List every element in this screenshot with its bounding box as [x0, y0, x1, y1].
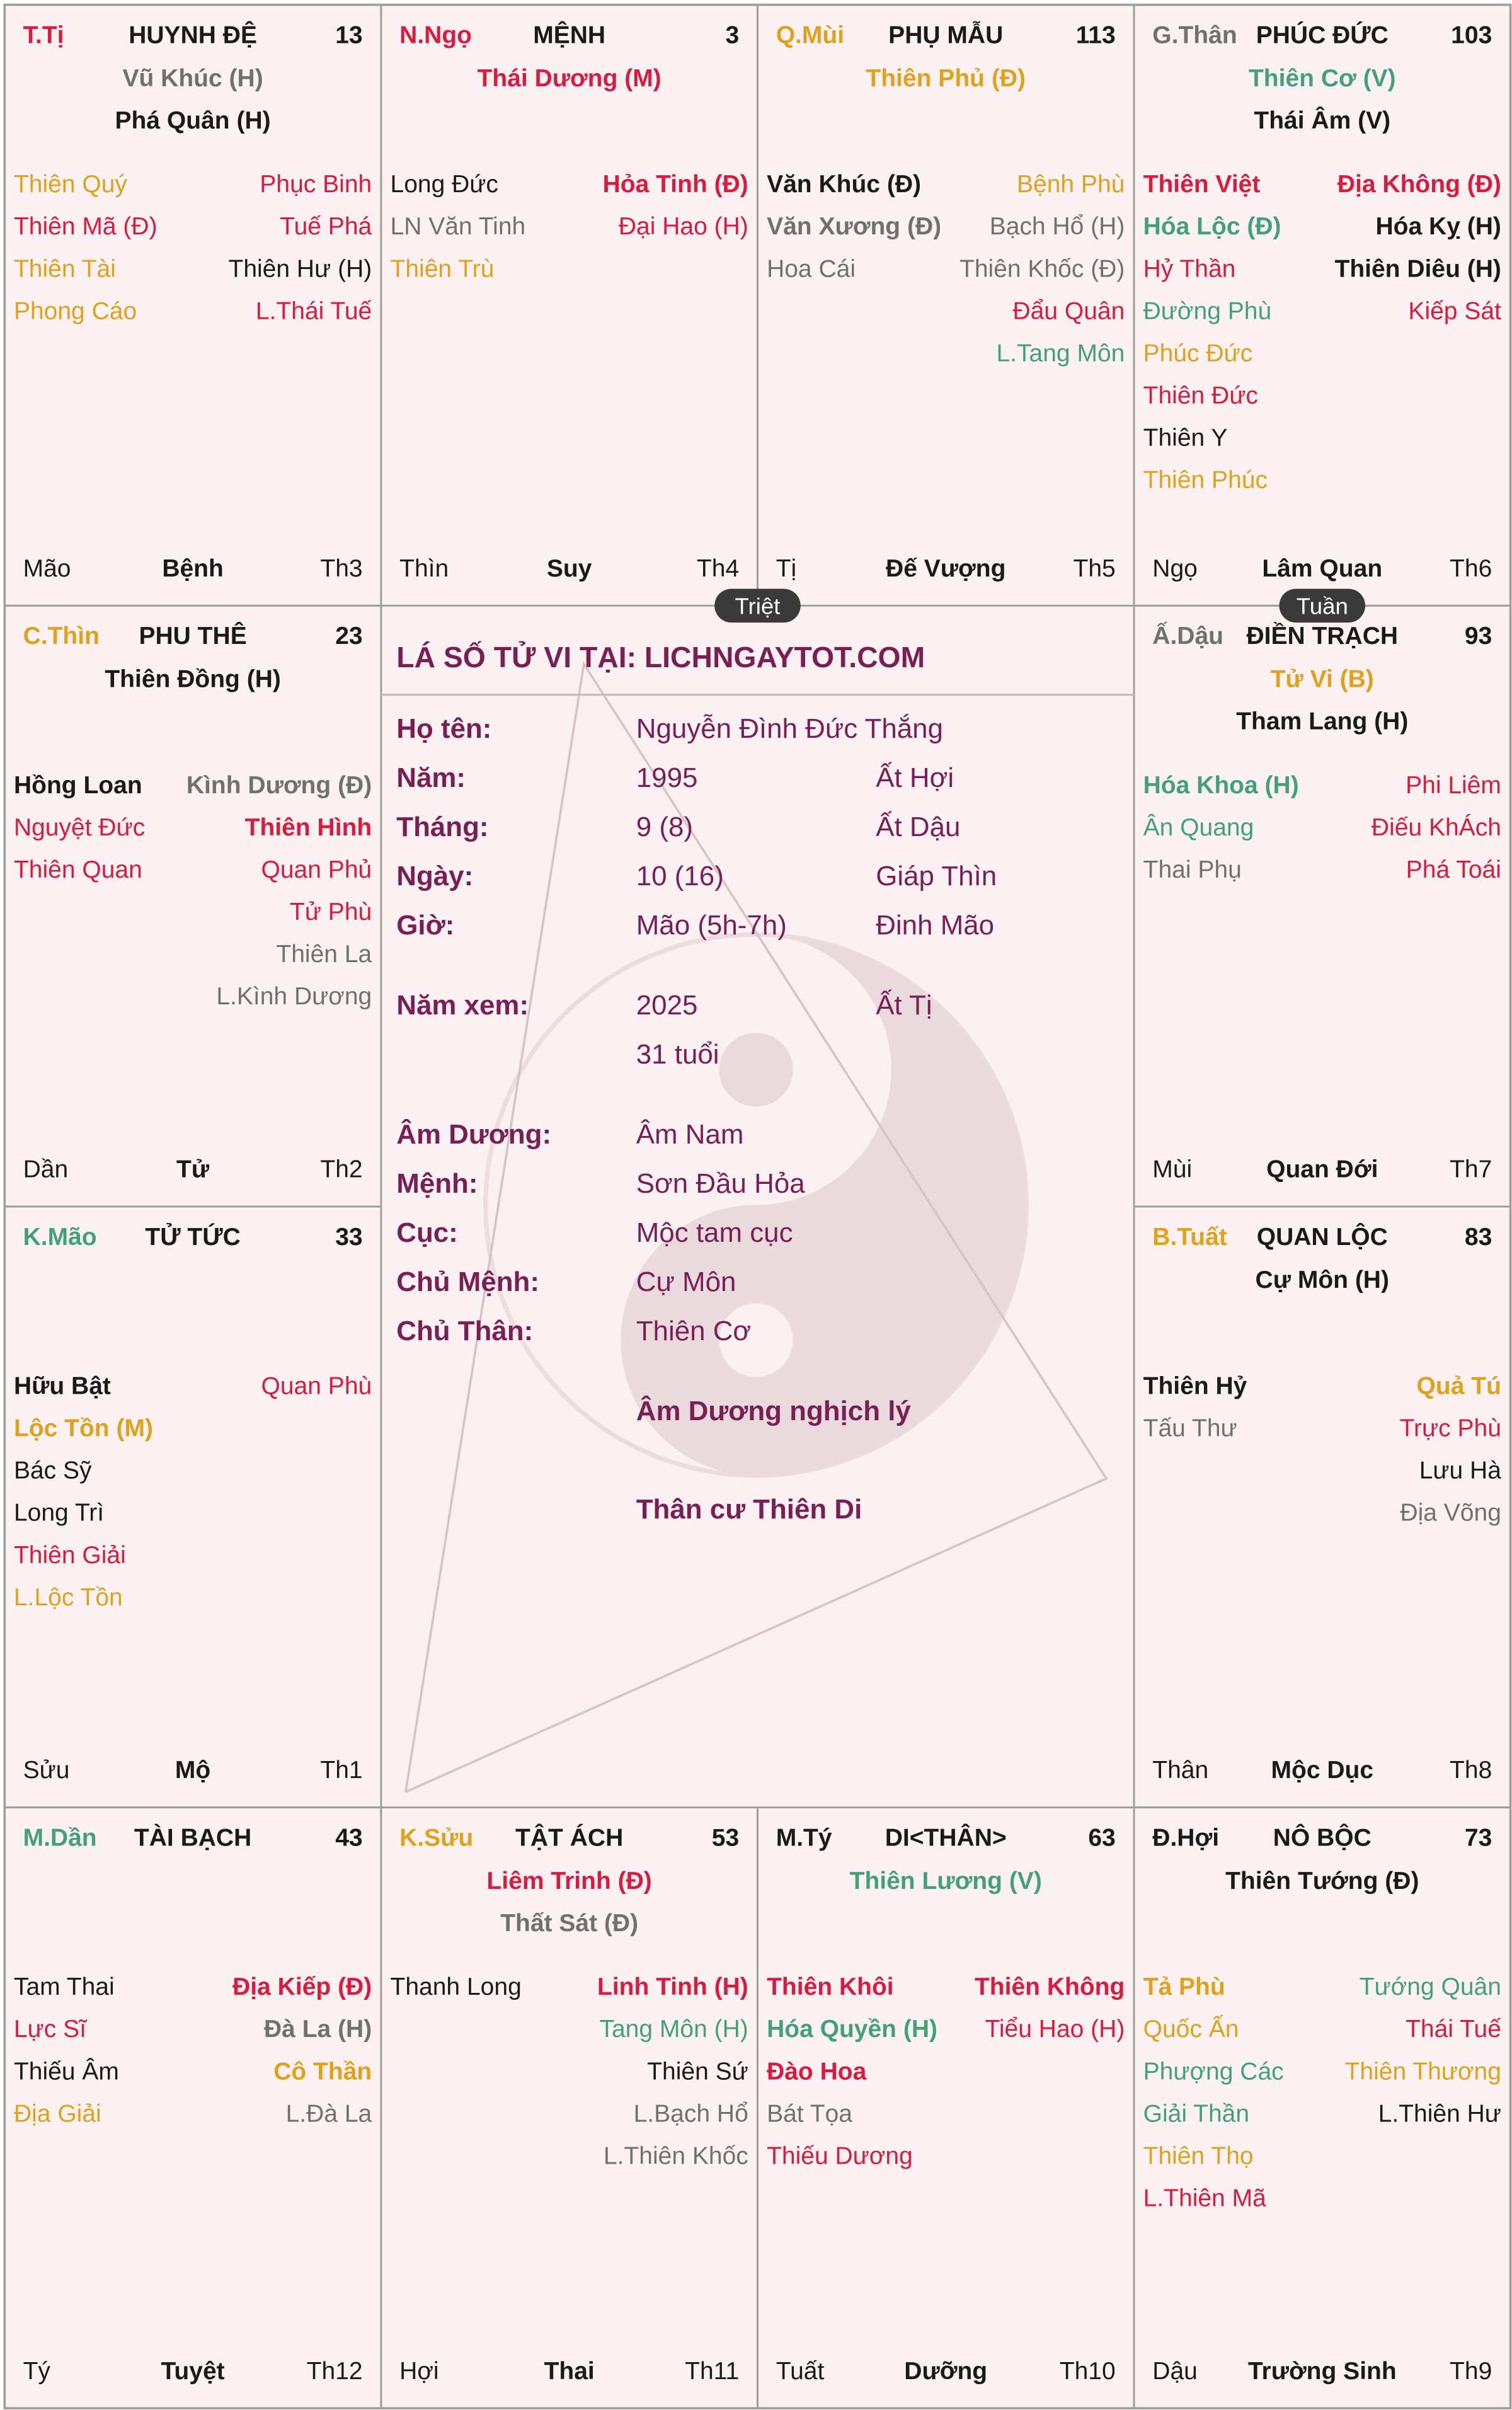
- palace-stage: Suy: [546, 554, 592, 582]
- info-label: Mệnh:: [396, 1168, 478, 1199]
- palace-number: 93: [1464, 623, 1492, 650]
- palace-stage: Lâm Quan: [1262, 554, 1383, 582]
- palace-stage: Trường Sinh: [1247, 2357, 1397, 2385]
- minor-star-left: Giải Thần: [1143, 2100, 1250, 2128]
- info-value: Thiên Cơ: [636, 1316, 752, 1347]
- info-label: Âm Dương:: [396, 1118, 552, 1150]
- main-star: Thái Âm (V): [1254, 106, 1391, 134]
- minor-star-right: Thiên La: [276, 941, 372, 968]
- minor-star-left: Phong Cáo: [13, 297, 137, 325]
- palace-stage: Quan Đới: [1266, 1156, 1378, 1183]
- minor-star-left: Thiếu Dương: [767, 2142, 913, 2170]
- palace-limit: Th5: [1073, 554, 1116, 582]
- center-note: Âm Dương nghịch lý: [636, 1395, 911, 1426]
- minor-star-left: L.Thiên Mã: [1143, 2184, 1266, 2212]
- palace-stage: Mộ: [175, 1757, 211, 1784]
- palace-name: PHỤ MẪU: [888, 21, 1004, 49]
- minor-star-right: Thiên Thương: [1344, 2058, 1501, 2086]
- main-star: Thiên Tướng (Đ): [1225, 1867, 1419, 1895]
- minor-star-right: Quan Phù: [261, 1372, 372, 1400]
- minor-star-right: L.Đà La: [285, 2100, 372, 2128]
- minor-star-left: Thiên Đức: [1143, 382, 1258, 410]
- info-value: Mộc tam cục: [636, 1217, 793, 1249]
- minor-star-left: L.Lộc Tồn: [13, 1583, 123, 1611]
- minor-star-right: Thiên Hư (H): [228, 255, 372, 283]
- palace-branch: Thân: [1152, 1757, 1209, 1784]
- info-value: Âm Nam: [636, 1118, 744, 1150]
- info-label: Giờ:: [396, 910, 455, 941]
- main-star: Liêm Trinh (Đ): [486, 1867, 652, 1895]
- minor-star-right: Thái Tuế: [1406, 2016, 1501, 2043]
- minor-star-right: Thiên Không: [974, 1973, 1125, 2001]
- tuan-tag: [1279, 588, 1365, 623]
- minor-star-left: Lực Sĩ: [13, 2016, 86, 2043]
- info-value: Sơn Đầu Hỏa: [636, 1168, 805, 1199]
- palace-branch: Dần: [23, 1156, 69, 1183]
- minor-star-left: Thiên Hỷ: [1143, 1372, 1247, 1400]
- minor-star-right: Bạch Hổ (H): [989, 213, 1125, 241]
- info-value-can-chi: Ất Dậu: [876, 812, 961, 843]
- minor-star-right: Phục Binh: [260, 171, 372, 198]
- palace-limit: Th6: [1450, 554, 1492, 582]
- palace-can-chi: N.Ngọ: [399, 21, 472, 49]
- info-value: 31 tuổi: [636, 1039, 719, 1070]
- minor-star-left: Hóa Quyền (H): [767, 2016, 938, 2043]
- main-star: Tử Vi (B): [1270, 665, 1374, 693]
- palace-name: HUYNH ĐỆ: [129, 21, 257, 49]
- minor-star-left: Thiên Thọ: [1143, 2142, 1254, 2170]
- main-star: Vũ Khúc (H): [122, 64, 263, 92]
- minor-star-right: L.Thiên Khốc: [603, 2142, 748, 2170]
- minor-star-left: Thiên Việt: [1143, 171, 1261, 198]
- minor-star-left: Tả Phù: [1143, 1973, 1225, 2001]
- palace-number: 113: [1075, 21, 1116, 49]
- info-label: Năm:: [396, 762, 466, 794]
- palace-name: TẬT ÁCH: [515, 1824, 624, 1852]
- palace-can-chi: T.Tị: [23, 21, 64, 49]
- palace-branch: Mùi: [1152, 1156, 1193, 1183]
- info-label: Họ tên:: [396, 713, 492, 745]
- minor-star-left: Ân Quang: [1143, 813, 1254, 841]
- minor-star-left: Hóa Khoa (H): [1143, 771, 1299, 799]
- info-value: 1995: [636, 762, 698, 794]
- minor-star-right: Địa Không (Đ): [1337, 171, 1501, 198]
- palace-limit: Th1: [320, 1757, 363, 1784]
- minor-star-right: Quả Tú: [1416, 1372, 1501, 1400]
- info-value-can-chi: Đinh Mão: [876, 910, 995, 941]
- palace-number: 33: [335, 1223, 363, 1251]
- palace-stage: Mộc Dục: [1271, 1757, 1374, 1784]
- palace-stage: Bệnh: [162, 554, 224, 582]
- minor-star-right: Thiên Diêu (H): [1334, 255, 1501, 283]
- minor-star-left: Hỷ Thần: [1143, 255, 1236, 283]
- palace-name: NÔ BỘC: [1273, 1824, 1372, 1852]
- minor-star-left: Thiên Phúc: [1143, 466, 1268, 494]
- minor-star-right: L.Bạch Hổ: [633, 2100, 748, 2128]
- palace-number: 63: [1088, 1824, 1116, 1852]
- minor-star-right: Kiếp Sát: [1408, 297, 1501, 325]
- palace-branch: Tuất: [776, 2357, 825, 2385]
- minor-star-right: Điếu KhÁch: [1371, 813, 1501, 841]
- palace-name: TỬ TỨC: [145, 1223, 241, 1251]
- main-star: Cự Môn (H): [1255, 1266, 1389, 1294]
- minor-star-left: Tam Thai: [13, 1973, 115, 2001]
- palace-name: PHÚC ĐỨC: [1256, 21, 1389, 49]
- palace-limit: Th2: [320, 1156, 363, 1183]
- minor-star-left: Lộc Tồn (M): [13, 1414, 153, 1442]
- minor-star-right: Phá Toái: [1406, 856, 1501, 883]
- minor-star-right: Đại Hao (H): [618, 213, 748, 241]
- minor-star-left: Hoa Cái: [767, 255, 856, 283]
- minor-star-left: Thiên Trù: [390, 255, 495, 283]
- minor-star-right: Thiên Hình: [244, 813, 372, 841]
- palace-can-chi: Đ.Hợi: [1152, 1824, 1220, 1852]
- minor-star-left: Hồng Loan: [13, 771, 142, 799]
- palace-name: QUAN LỘC: [1256, 1223, 1388, 1251]
- minor-star-left: Hữu Bật: [13, 1372, 111, 1400]
- palace-stage: Đế Vượng: [886, 554, 1006, 582]
- palace-can-chi: K.Mão: [23, 1223, 97, 1251]
- minor-star-right: Hỏa Tinh (Đ): [602, 171, 748, 198]
- info-value: 2025: [636, 990, 698, 1021]
- minor-star-right: Tướng Quân: [1359, 1973, 1501, 2001]
- palace-branch: Sửu: [23, 1757, 70, 1784]
- minor-star-left: Tấu Thư: [1143, 1414, 1237, 1442]
- minor-star-left: Phúc Đức: [1143, 340, 1253, 367]
- palace-number: 43: [335, 1824, 363, 1852]
- minor-star-left: Đào Hoa: [767, 2058, 867, 2086]
- minor-star-right: Cô Thần: [273, 2058, 372, 2086]
- minor-star-right: Tang Môn (H): [599, 2016, 748, 2043]
- minor-star-left: Long Đức: [390, 171, 498, 198]
- minor-star-left: Phượng Các: [1143, 2058, 1284, 2086]
- palace-stage: Tuyệt: [161, 2357, 225, 2385]
- info-value: Cự Môn: [636, 1266, 736, 1298]
- palace-name: DI<THÂN>: [885, 1824, 1007, 1852]
- minor-star-right: Quan Phủ: [261, 856, 372, 883]
- main-star: Thất Sát (Đ): [500, 1909, 639, 1937]
- minor-star-right: Trực Phù: [1399, 1414, 1501, 1442]
- minor-star-left: Thiên Quan: [13, 856, 142, 883]
- palace-number: 83: [1464, 1223, 1492, 1251]
- info-label: Năm xem:: [396, 990, 529, 1021]
- minor-star-right: Tiểu Hao (H): [985, 2016, 1125, 2043]
- info-value: 9 (8): [636, 812, 694, 843]
- minor-star-right: Phi Liêm: [1406, 771, 1501, 799]
- info-label: Cục:: [396, 1217, 458, 1249]
- info-label: Chủ Thân:: [396, 1316, 534, 1347]
- info-label: Tháng:: [396, 812, 489, 843]
- palace-can-chi: M.Dần: [23, 1824, 97, 1852]
- minor-star-left: Thiên Khôi: [767, 1973, 894, 2001]
- minor-star-left: Thiên Quý: [13, 171, 127, 198]
- palace-stage: Tử: [176, 1156, 210, 1183]
- palace-number: 23: [335, 623, 363, 650]
- palace-branch: Mão: [23, 554, 71, 582]
- palace-number: 103: [1451, 21, 1492, 49]
- triet-tag-label: Triệt: [735, 593, 781, 619]
- minor-star-left: Thanh Long: [390, 1973, 522, 2001]
- palace-stage: Dưỡng: [904, 2357, 988, 2385]
- minor-star-left: Quốc Ấn: [1143, 2016, 1239, 2043]
- minor-star-left: Hóa Lộc (Đ): [1143, 213, 1281, 241]
- palace-name: PHU THÊ: [139, 623, 247, 650]
- minor-star-left: Thiên Giải: [13, 1541, 126, 1569]
- main-star: Tham Lang (H): [1236, 708, 1409, 735]
- palace-can-chi: Q.Mùi: [776, 21, 845, 49]
- minor-star-right: Linh Tinh (H): [597, 1973, 748, 2001]
- minor-star-right: L.Thái Tuế: [255, 297, 372, 325]
- palace-limit: Th7: [1450, 1156, 1492, 1183]
- minor-star-right: Đẩu Quân: [1012, 297, 1125, 325]
- center-title: LÁ SỐ TỬ VI TẠI: LICHNGAYTOT.COM: [396, 640, 925, 674]
- info-label: Chủ Mệnh:: [396, 1266, 539, 1298]
- palace-limit: Th9: [1450, 2357, 1492, 2385]
- minor-star-right: L.Thiên Hư: [1378, 2100, 1501, 2128]
- palace-number: 3: [725, 21, 740, 49]
- minor-star-left: Thiếu Âm: [13, 2058, 119, 2086]
- main-star: Thiên Cơ (V): [1248, 64, 1396, 92]
- palace-can-chi: B.Tuất: [1152, 1223, 1227, 1251]
- palace-can-chi: Ấ.Dậu: [1152, 623, 1224, 650]
- palace-number: 13: [335, 21, 363, 49]
- palace-branch: Dậu: [1152, 2357, 1198, 2385]
- minor-star-left: Long Trì: [13, 1499, 105, 1527]
- palace-can-chi: C.Thìn: [23, 623, 100, 650]
- palace-name: MỆNH: [533, 21, 606, 49]
- minor-star-right: Lưu Hà: [1419, 1457, 1501, 1484]
- palace-can-chi: K.Sửu: [399, 1824, 474, 1852]
- minor-star-right: Thiên Sứ: [647, 2058, 748, 2086]
- info-value: 10 (16): [636, 861, 724, 892]
- minor-star-left: Văn Khúc (Đ): [767, 171, 922, 198]
- minor-star-left: Bác Sỹ: [13, 1457, 92, 1484]
- palace-branch: Thìn: [399, 554, 449, 582]
- palace-number: 53: [711, 1824, 740, 1852]
- palace-limit: Th11: [685, 2357, 740, 2385]
- info-value-can-chi: Ất Hợi: [876, 762, 954, 794]
- palace-name: ĐIỀN TRẠCH: [1246, 623, 1399, 650]
- palace-stage: Thai: [544, 2357, 595, 2385]
- minor-star-left: Thiên Mã (Đ): [13, 213, 158, 241]
- minor-star-right: Hóa Kỵ (H): [1375, 213, 1501, 241]
- main-star: Thiên Đồng (H): [105, 665, 281, 693]
- palace-name: TÀI BẠCH: [134, 1824, 252, 1852]
- minor-star-left: Địa Giải: [13, 2100, 101, 2128]
- info-value-can-chi: Giáp Thìn: [876, 861, 997, 892]
- minor-star-left: Đường Phù: [1143, 297, 1272, 325]
- minor-star-left: Văn Xương (Đ): [767, 213, 942, 241]
- info-value-can-chi: Ất Tị: [876, 990, 932, 1021]
- palace-limit: Th12: [306, 2357, 363, 2385]
- palace-number: 73: [1464, 1824, 1492, 1852]
- main-star: Thiên Phủ (Đ): [866, 64, 1026, 92]
- minor-star-right: Kình Dương (Đ): [186, 771, 372, 799]
- info-value: Nguyễn Đình Đức Thắng: [636, 713, 944, 745]
- minor-star-left: Nguyệt Đức: [13, 813, 146, 841]
- palace-limit: Th3: [320, 554, 363, 582]
- minor-star-left: Bát Tọa: [767, 2100, 853, 2128]
- triet-tag: [714, 588, 801, 623]
- minor-star-left: LN Văn Tinh: [390, 213, 526, 241]
- palace-branch: Hợi: [399, 2357, 439, 2385]
- tuan-tag-label: Tuần: [1296, 593, 1348, 619]
- minor-star-right: Bệnh Phù: [1016, 171, 1125, 198]
- minor-star-right: Địa Võng: [1400, 1499, 1501, 1527]
- minor-star-left: Thai Phụ: [1143, 856, 1242, 883]
- minor-star-right: Địa Kiếp (Đ): [232, 1973, 372, 2001]
- minor-star-left: Thiên Tài: [13, 255, 116, 283]
- info-label: Ngày:: [396, 861, 474, 892]
- minor-star-right: L.Kình Dương: [216, 983, 372, 1011]
- minor-star-right: L.Tang Môn: [996, 340, 1125, 367]
- palace-limit: Th10: [1059, 2357, 1116, 2385]
- minor-star-right: Tuế Phá: [280, 213, 372, 241]
- main-star: Thái Dương (M): [477, 64, 662, 92]
- palace-can-chi: M.Tý: [776, 1824, 832, 1852]
- palace-branch: Ngọ: [1152, 554, 1198, 582]
- main-star: Phá Quân (H): [115, 106, 271, 134]
- minor-star-left: Thiên Y: [1143, 424, 1228, 452]
- palace-can-chi: G.Thân: [1152, 21, 1237, 49]
- palace-limit: Th4: [696, 554, 740, 582]
- main-star: Thiên Lương (V): [849, 1867, 1042, 1895]
- palace-branch: Tị: [776, 554, 797, 582]
- minor-star-right: Thiên Khốc (Đ): [959, 255, 1125, 283]
- center-note: Thân cư Thiên Di: [636, 1494, 862, 1525]
- minor-star-right: Tử Phù: [290, 898, 372, 926]
- minor-star-right: Đà La (H): [263, 2016, 372, 2043]
- info-value: Mão (5h-7h): [636, 910, 787, 941]
- palace-branch: Tý: [23, 2357, 50, 2385]
- palace-limit: Th8: [1450, 1757, 1492, 1784]
